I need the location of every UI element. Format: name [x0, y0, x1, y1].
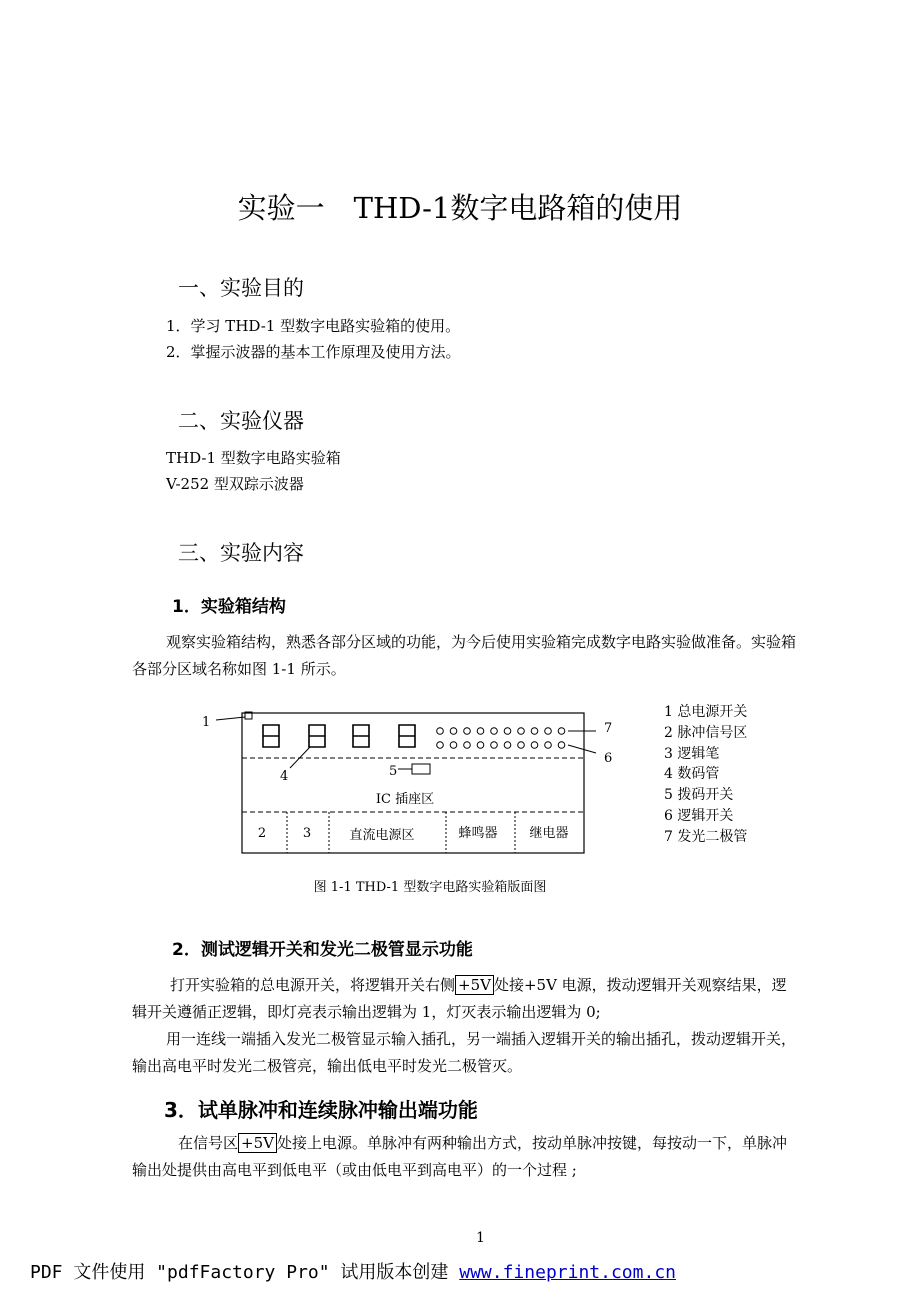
instrument-item-1: THD-1 型数字电路实验箱	[166, 449, 341, 467]
seven-segment-digits	[263, 725, 415, 747]
subsection-heading-logic-switch: 2．测试逻辑开关和发光二极管显示功能	[172, 940, 473, 960]
cell-label-relay: 继电器	[529, 826, 569, 841]
callout-7: 7	[604, 721, 613, 736]
panel-diagram	[190, 700, 640, 870]
figure-caption: 图 1-1 THD-1 型数字电路实验箱版面图	[313, 880, 547, 895]
section-heading-instruments: 二、实验仪器	[178, 409, 304, 433]
legend-item: 3 逻辑笔	[664, 745, 720, 762]
pdf-footer	[30, 1258, 676, 1284]
subsection-heading-structure: 1．实验箱结构	[172, 597, 286, 617]
purpose-item-2: 2．掌握示波器的基本工作原理及使用方法。	[166, 343, 461, 361]
plus-5v-box: +5V	[238, 1133, 277, 1153]
section-heading-content: 三、实验内容	[178, 541, 304, 565]
ic-socket-label: IC 插座区	[375, 792, 435, 807]
legend-item: 6 逻辑开关	[664, 807, 734, 824]
instrument-item-2: V-252 型双踪示波器	[166, 475, 304, 493]
structure-paragraph: 观察实验箱结构，熟悉各部分区域的功能，为今后使用实验箱完成数字电路实验做准备。实验箱各部分区域名称如图 1-1 所示。	[132, 633, 797, 678]
legend-item: 2 脉冲信号区	[664, 724, 748, 741]
callout-5: 5	[389, 764, 398, 779]
logic-switch-paragraph-1: 打开实验箱的总电源开关，将逻辑开关右侧 +5V 处接+5V 电源，拨动逻辑开关观察结果，逻辑开关遵循正逻辑，即灯亮表示输出逻辑为 1，灯灭表示输出逻辑为 0;	[132, 976, 787, 1021]
legend-item: 1 总电源开关	[664, 704, 748, 720]
footer-text: PDF 文件使用 "pdfFactory Pro" 试用版本创建	[30, 1262, 460, 1283]
section-heading-purpose: 一、实验目的	[178, 276, 304, 300]
figure-legend	[664, 702, 747, 848]
callout-6: 6	[604, 751, 613, 766]
pulse-paragraph: 在信号区 +5V 处接上电源。单脉冲有两种输出方式，按动单脉冲按键，每按动一下，单脉冲输出处提供由高电平到低电平（或由低电平到高电平）的一个过程 ;	[132, 1134, 787, 1179]
footer-link[interactable]: www.fineprint.com.cn	[459, 1262, 676, 1283]
purpose-item-1: 1．学习 THD-1 型数字电路实验箱的使用。	[166, 317, 461, 335]
led-circles	[437, 728, 565, 749]
cell-label-buzzer: 蜂鸣器	[458, 826, 498, 841]
subsection-heading-pulse: 3．试单脉冲和连续脉冲输出端功能	[164, 1098, 478, 1122]
legend-item: 5 拨码开关	[664, 787, 734, 804]
page-number: 1	[476, 1230, 485, 1246]
cell-label-2: 2	[257, 826, 267, 841]
legend-item: 4 数码管	[664, 766, 720, 783]
callout-1: 1	[202, 715, 211, 730]
callout-4: 4	[280, 769, 289, 784]
legend-item: 7 发光二极管	[664, 828, 748, 845]
logic-switch-paragraph-2: 用一连线一端插入发光二极管显示输入插孔，另一端插入逻辑开关的输出插孔，拨动逻辑开关，输出高电平时发光二极管亮，输出低电平时发光二极管灭。	[132, 1030, 797, 1075]
cell-label-3: 3	[302, 826, 312, 841]
cell-label-dc-power: 直流电源区	[349, 828, 415, 843]
document-title: 实验一 THD-1数字电路箱的使用	[237, 191, 683, 225]
plus-5v-box: +5V	[455, 975, 494, 995]
